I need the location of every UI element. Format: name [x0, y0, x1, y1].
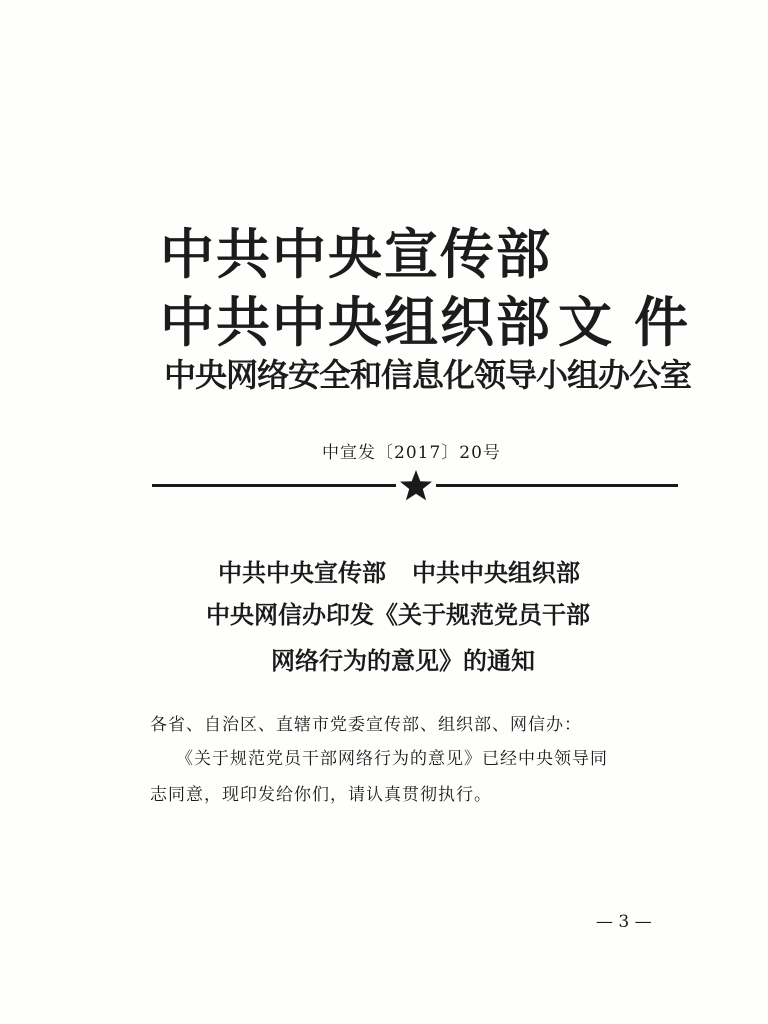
issuer-line-propaganda-dept: 中共中央宣传部	[160, 223, 552, 286]
divider-line-right	[436, 484, 678, 487]
title-issuer-propaganda: 中共中央宣传部	[218, 559, 386, 587]
page-number: — 3 —	[596, 912, 652, 932]
document-number: 中宣发〔2017〕20号	[322, 443, 501, 463]
header-divider	[152, 468, 678, 502]
body-paragraph-line-2: 志同意，现印发给你们，请认真贯彻执行。	[150, 785, 492, 805]
issuer-line-organization-dept	[160, 280, 710, 357]
issuer-organization-name: 中共中央组织部	[160, 291, 552, 354]
notice-title-line-1	[42, 553, 768, 588]
title-issuer-organization: 中共中央组织部	[412, 559, 580, 587]
divider-line-left	[152, 484, 396, 487]
addressee-line: 各省、自治区、直辖市党委宣传部、组织部、网信办：	[150, 715, 582, 735]
document-label: 文件	[558, 291, 710, 354]
issuer-line-cyberspace-office: 中央网络安全和信息化领导小组办公室	[164, 356, 692, 394]
star-icon	[398, 468, 434, 502]
notice-title-line-3: 网络行为的意见》的通知	[271, 647, 535, 675]
body-paragraph-line-1: 《关于规范党员干部网络行为的意见》已经中央领导同	[176, 749, 608, 769]
notice-title-line-2: 中央网信办印发《关于规范党员干部	[206, 601, 590, 629]
